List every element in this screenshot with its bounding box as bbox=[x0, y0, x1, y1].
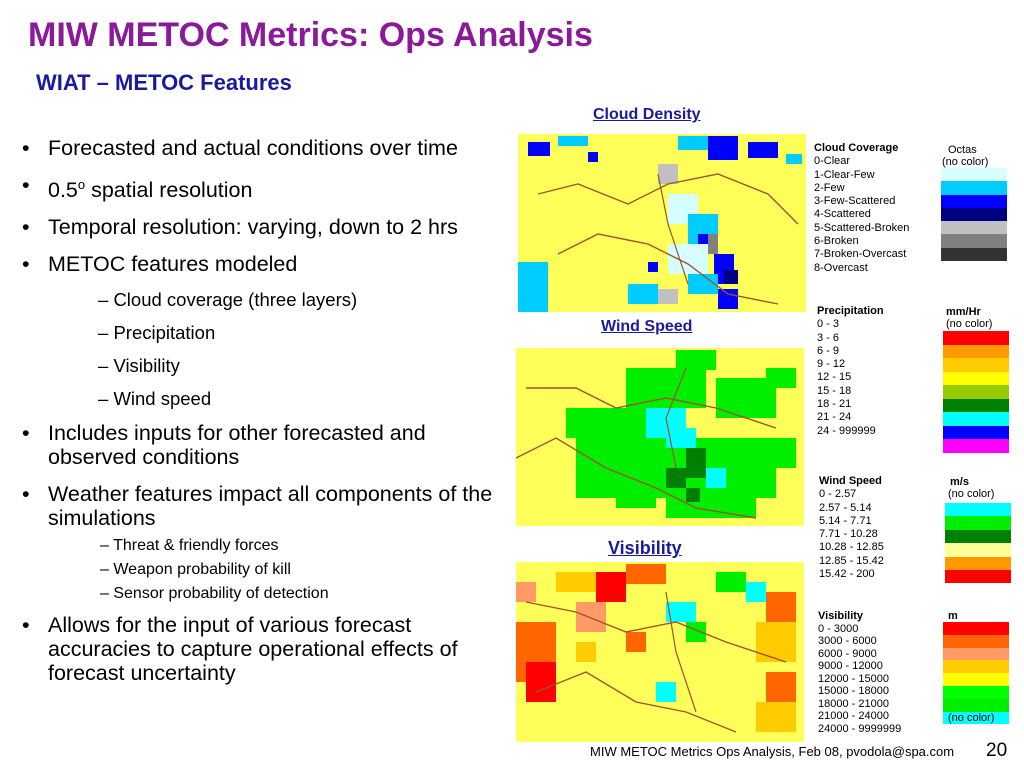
sub-bullet-text: Precipitation bbox=[113, 322, 216, 344]
wind-legend-swatch bbox=[945, 516, 1011, 529]
precip-legend-unit: mm/Hr bbox=[946, 306, 981, 318]
visibility-legend bbox=[818, 610, 901, 735]
bullet-text: Includes inputs for other forecasted and observed conditions bbox=[48, 421, 426, 470]
cloud-legend-item: 4-Scattered bbox=[814, 208, 871, 221]
cloud-legend-swatch bbox=[941, 248, 1007, 261]
cloud-legend-swatch bbox=[941, 195, 1007, 208]
visibility-legend-swatch bbox=[943, 673, 1009, 686]
precip-legend-item: 18 - 21 bbox=[817, 398, 852, 411]
bullet-text: METOC features modeled bbox=[48, 252, 298, 277]
precip-legend bbox=[817, 305, 884, 438]
cloud-density-label: Cloud Density bbox=[593, 106, 701, 123]
precip-legend-header: Precipitation bbox=[817, 305, 884, 317]
slide-subtitle: WIAT – METOC Features bbox=[36, 70, 292, 95]
cloud-legend-header: Cloud Coverage bbox=[814, 142, 899, 154]
precip-legend-item: 15 - 18 bbox=[817, 384, 852, 397]
cloud-legend-swatch bbox=[941, 208, 1007, 221]
bullet-dot: • bbox=[22, 173, 30, 197]
sub-bullet-wind-speed bbox=[16, 388, 496, 410]
wind-legend-item: 12.85 - 15.42 bbox=[819, 554, 884, 567]
wind-legend-swatch bbox=[945, 570, 1011, 583]
bullet-dot: • bbox=[22, 136, 30, 160]
sub-bullet-text: Visibility bbox=[113, 355, 180, 377]
wind-speed-map bbox=[516, 348, 804, 526]
cloud-legend-item: 5-Scattered-Broken bbox=[814, 221, 910, 234]
sub-dash: – bbox=[98, 388, 109, 410]
wind-legend-item: 0 - 2.57 bbox=[819, 488, 857, 501]
precip-legend-item: 21 - 24 bbox=[817, 411, 852, 424]
precip-legend-swatch bbox=[943, 439, 1009, 453]
visibility-legend-item: 3000 - 6000 bbox=[818, 635, 877, 647]
sub-dash: – bbox=[98, 322, 109, 344]
sub-dash: – bbox=[98, 355, 109, 377]
sub-bullet-text: Threat & friendly forces bbox=[113, 537, 279, 555]
wind-legend-item: 5.14 - 7.71 bbox=[819, 514, 872, 527]
precip-legend-swatch bbox=[943, 358, 1009, 372]
bullet-text: Allows for the input of various forecast accuracies to capture operational effects of forecast uncertainty bbox=[48, 613, 458, 686]
page-number: 20 bbox=[986, 740, 1008, 761]
sub-bullet-text: Cloud coverage (three layers) bbox=[113, 289, 358, 311]
visibility-legend-swatch bbox=[943, 648, 1009, 661]
wind-legend-item: 7.71 - 10.28 bbox=[819, 528, 878, 541]
visibility-legend-item: 9000 - 12000 bbox=[818, 660, 883, 672]
cloud-legend-item: 6-Broken bbox=[814, 235, 859, 248]
wind-legend-swatch bbox=[945, 530, 1011, 543]
wind-legend-swatch bbox=[945, 557, 1011, 570]
visibility-legend-item: 15000 - 18000 bbox=[818, 685, 889, 697]
visibility-legend-item: 6000 - 9000 bbox=[818, 647, 877, 660]
bullet-temporal-resolution bbox=[16, 215, 496, 239]
degree-superscript: o bbox=[77, 177, 86, 192]
bullet-spatial-resolution bbox=[16, 173, 496, 202]
cloud-legend-swatch bbox=[941, 168, 1007, 181]
visibility-label: Visibility bbox=[608, 538, 682, 558]
wind-legend-item: 2.57 - 5.14 bbox=[819, 501, 872, 514]
wind-legend-unit: m/s bbox=[950, 476, 969, 488]
visibility-legend-swatch bbox=[943, 635, 1009, 648]
bullet-forecasted-conditions bbox=[16, 136, 496, 160]
cloud-legend-swatch bbox=[941, 234, 1007, 247]
bullet-list bbox=[16, 136, 496, 698]
bullet-dot: • bbox=[22, 613, 30, 638]
footer-text: MIW METOC Metrics Ops Analysis, Feb 08, pvodola@spa.com bbox=[590, 744, 955, 759]
visibility-legend-swatch bbox=[943, 622, 1009, 635]
bullet-metoc-features bbox=[16, 252, 496, 276]
sub-dash: – bbox=[100, 585, 109, 603]
visibility-legend-swatch bbox=[943, 699, 1009, 712]
cloud-legend-unit: Octas bbox=[948, 144, 977, 156]
visibility-legend-swatch bbox=[943, 660, 1009, 673]
precip-legend-item: 9 - 12 bbox=[817, 358, 846, 371]
cloud-legend-item: 3-Few-Scattered bbox=[814, 195, 896, 208]
cloud-legend-swatches bbox=[941, 168, 1007, 261]
visibility-legend-item: 12000 - 15000 bbox=[818, 672, 889, 685]
cloud-legend-swatch bbox=[941, 181, 1007, 194]
cloud-legend-item: 1-Clear-Few bbox=[814, 168, 875, 181]
visibility-legend-unit: m bbox=[948, 610, 958, 622]
cloud-legend-item: 7-Broken-Overcast bbox=[814, 248, 907, 261]
bullet-text-pre: 0.5 bbox=[48, 178, 78, 203]
wind-speed-label: Wind Speed bbox=[601, 318, 693, 335]
precip-legend-swatch bbox=[943, 385, 1009, 399]
visibility-map bbox=[516, 562, 804, 742]
bullet-dot: • bbox=[22, 482, 30, 507]
cloud-legend-item: 8-Overcast bbox=[814, 261, 868, 274]
cloud-legend-item: 2-Few bbox=[814, 181, 845, 194]
precip-legend-swatch bbox=[943, 426, 1009, 440]
bullet-dot: • bbox=[22, 215, 30, 240]
bullet-other-inputs bbox=[16, 421, 496, 469]
precip-legend-item: 6 - 9 bbox=[817, 344, 840, 357]
visibility-legend-item: 0 - 3000 bbox=[818, 622, 859, 635]
wind-legend-swatches bbox=[945, 503, 1011, 583]
bullet-weather-impact bbox=[16, 482, 496, 530]
cloud-legend-unit-note: (no color) bbox=[942, 156, 989, 168]
wind-speed-map-graphic bbox=[516, 348, 804, 526]
sub-bullet-weapon-pk bbox=[16, 561, 496, 579]
cloud-density-map-graphic bbox=[518, 134, 806, 312]
sub-bullet-text: Wind speed bbox=[113, 388, 212, 410]
bullet-forecast-accuracy bbox=[16, 613, 496, 685]
visibility-legend-swatches bbox=[943, 622, 1009, 724]
precip-legend-item: 24 - 999999 bbox=[817, 424, 876, 437]
precip-legend-swatch bbox=[943, 412, 1009, 426]
precip-legend-swatch bbox=[943, 345, 1009, 359]
precip-legend-unit-note: (no color) bbox=[946, 318, 993, 330]
bullet-text: Temporal resolution: varying, down to 2 hrs bbox=[48, 215, 458, 240]
wind-legend-swatch bbox=[945, 503, 1011, 516]
precip-legend-swatch bbox=[943, 372, 1009, 386]
precip-legend-item: 3 - 6 bbox=[817, 331, 840, 344]
slide-title: MIW METOC Metrics: Ops Analysis bbox=[28, 16, 593, 54]
sub-bullet-precipitation bbox=[16, 322, 496, 344]
sub-dash: – bbox=[100, 537, 109, 555]
cloud-legend bbox=[814, 142, 909, 275]
sub-bullet-visibility bbox=[16, 355, 496, 377]
sub-bullet-text: Sensor probability of detection bbox=[113, 585, 329, 603]
bullet-text: Forecasted and actual conditions over time bbox=[48, 136, 458, 160]
sub-bullet-text: Weapon probability of kill bbox=[113, 561, 291, 579]
cloud-legend-item: 0-Clear bbox=[814, 155, 851, 168]
sub-dash: – bbox=[98, 289, 109, 311]
precip-legend-item: 12 - 15 bbox=[817, 371, 852, 384]
precip-legend-swatch bbox=[943, 331, 1009, 345]
wind-legend-unit-note: (no color) bbox=[948, 488, 995, 500]
visibility-legend-item: 18000 - 21000 bbox=[818, 697, 889, 710]
bullet-dot: • bbox=[22, 252, 30, 277]
bullet-text: Weather features impact all components of the simulations bbox=[48, 482, 493, 531]
cloud-density-map bbox=[518, 134, 806, 312]
wind-legend bbox=[819, 475, 884, 581]
sub-dash: – bbox=[100, 561, 109, 579]
sub-bullet-threat-forces bbox=[16, 537, 496, 555]
wind-legend-header: Wind Speed bbox=[819, 475, 882, 487]
visibility-legend-item: 24000 - 9999999 bbox=[818, 722, 902, 735]
visibility-legend-item: 21000 - 24000 bbox=[818, 710, 889, 722]
visibility-legend-swatch bbox=[943, 686, 1009, 699]
precip-legend-swatches bbox=[943, 331, 1009, 453]
sub-bullet-cloud-coverage bbox=[16, 289, 496, 311]
bullet-text-post: spatial resolution bbox=[85, 178, 253, 203]
visibility-map-graphic bbox=[516, 562, 804, 742]
precip-legend-swatch bbox=[943, 399, 1009, 413]
visibility-legend-header: Visibility bbox=[818, 610, 864, 622]
wind-legend-swatch bbox=[945, 543, 1011, 556]
precip-legend-item: 0 - 3 bbox=[817, 318, 840, 331]
bullet-dot: • bbox=[22, 421, 30, 446]
cloud-legend-swatch bbox=[941, 221, 1007, 234]
wind-legend-item: 15.42 - 200 bbox=[819, 568, 875, 581]
wind-legend-item: 10.28 - 12.85 bbox=[819, 541, 884, 554]
visibility-legend-unit-note: (no color) bbox=[948, 712, 995, 724]
sub-bullet-sensor-pd bbox=[16, 585, 496, 603]
